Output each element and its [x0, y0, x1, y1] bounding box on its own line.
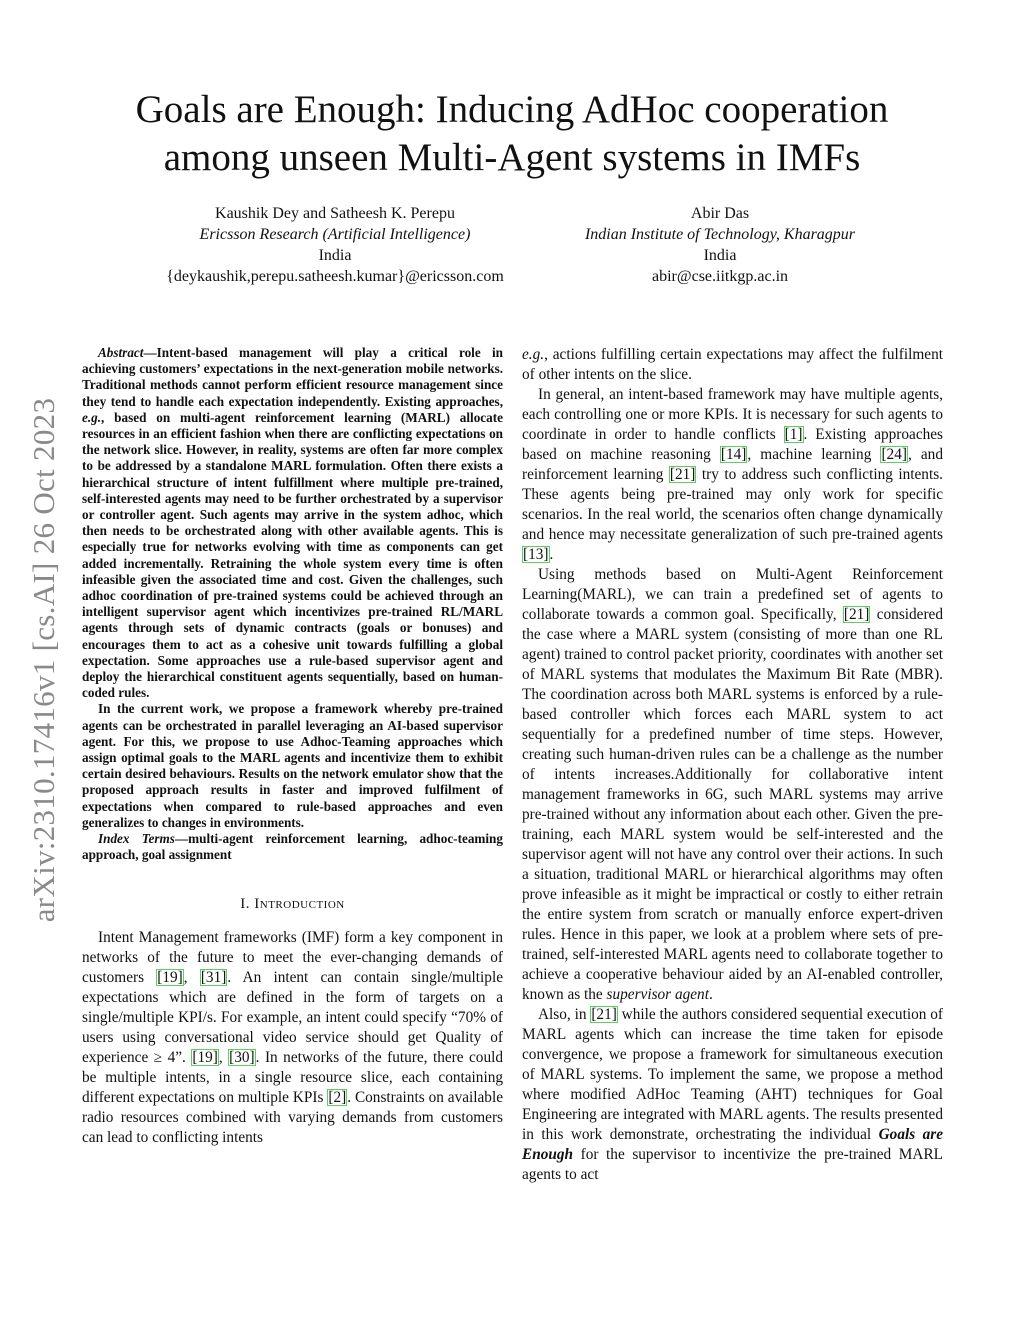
- author-affiliation: Indian Institute of Technology, Kharagpur: [584, 226, 856, 243]
- citation-link[interactable]: [31]: [200, 968, 227, 986]
- abstract-label: Abstract: [98, 345, 144, 360]
- citation-link[interactable]: [2]: [328, 1088, 347, 1106]
- author-country: India: [318, 247, 352, 264]
- author-block-2: [540, 203, 900, 287]
- intro-paragraph-1: Intent Management frameworks (IMF) form a key component in networks of the future to meet the ever-changing demands of customers [19], [31]. An intent can contain single/multiple expectations which are defined in the form of targets on a single/multiple KPI/s. For example, an intent could specify “70% of users using conversational video service should get Quality of experience ≥ 4”. [19], [30]. In networks of the future, there could be multiple intents, in a single resource slice, each containing different expectations on multiple KPIs [2]. Constraints on available radio resources combined with varying demands from customers can lead to conflicting intents: [82, 928, 503, 1146]
- index-terms: Index Terms—multi-agent reinforcement learning, adhoc-teaming approach, goal assignment: [82, 831, 503, 863]
- introduction-left: [82, 894, 503, 1148]
- author-names: Kaushik Dey and Satheesh K. Perepu: [215, 205, 455, 222]
- author-email: abir@cse.iitkgp.ac.in: [651, 268, 789, 285]
- abstract-paragraph-2: In the current work, we propose a framework whereby pre-trained agents can be orchestrated in parallel leveraging an AI-based supervisor agent. For this, we propose to use Adhoc-Teaming approaches which assign optimal goals to the MARL agents and incentivize them to exhibit certain desired behaviours. Results on the network emulator show that the proposed approach results in faster and improved fulfilment of expectations when compared to rule-based approaches and even generalizes to changes in environments.: [82, 701, 503, 830]
- citation-link[interactable]: [1]: [784, 426, 803, 443]
- citation-link[interactable]: [21]: [591, 1006, 617, 1023]
- author-country: India: [703, 247, 737, 264]
- citation-link[interactable]: [19]: [157, 968, 183, 986]
- author-email: {deykaushik,perepu.satheesh.kumar}@ericsson.com: [166, 268, 504, 285]
- citation-link[interactable]: [13]: [523, 546, 549, 563]
- right-column: [522, 345, 943, 1185]
- citation-link[interactable]: [21]: [843, 606, 870, 623]
- citation-link[interactable]: [21]: [669, 466, 696, 483]
- author-names: Abir Das: [690, 205, 750, 222]
- intro-paragraph-3: Using methods based on Multi-Agent Reinforcement Learning(MARL), we can train a predefined set of agents to collaborate towards a common goal. Specifically, [21] considered the case where a MARL system (consisting of more than one RL agent) trained to control packet priority, coordinates with another set of MARL systems that modulates the Maximum Bit Rate (MBR). The coordination across both MARL systems is enforced by a rule-based controller which forces each MARL system to act sequentially for a predefined number of time steps. However, creating such human-driven rules can be a challenge as the number of intents increases.Additionally for collaborative intent management frameworks in 6G, such MARL systems may arrive pre-trained without any information about each other. Given the pre-training, each MARL system would be self-interested and the supervisor agent will not have any control over their actions. In such a situation, traditional MARL or hierarchical algorithms may often prove infeasible as it might be impractical or costly to either retrain the entire system from scratch or manually enforce expert-driven rules. Hence in this paper, we look at a problem where sets of pre-trained, self-interested MARL agents need to collaborate together to achieve a cooperative behaviour aided by an AI-enabled controller, known as the supervisor agent.: [522, 566, 943, 1003]
- citation-link[interactable]: [19]: [192, 1048, 218, 1066]
- intro-paragraph-1-continued: e.g., actions fulfilling certain expectations may affect the fulfilment of other intents on the slice.: [522, 346, 943, 383]
- index-terms-label: Index Terms: [98, 831, 175, 847]
- left-column: [82, 345, 503, 1148]
- intro-paragraph-2: In general, an intent-based framework may have multiple agents, each controlling one or more KPIs. It is necessary for such agents to coordinate in order to handle conflicts [1]. Existing approaches based on machine reasoning [14], machine learning [24], and reinforcement learning [21] try to address such conflicting intents. These agents being pre-trained may only work for specific scenarios. In the real world, the scenarios often change dynamically and hence may necessitate generalization of such pre-trained agents [13].: [522, 386, 943, 563]
- intro-paragraph-4: Also, in [21] while the authors considered sequential execution of MARL agents which can increase the time taken for episode convergence, we propose a framework for simultaneous execution of MARL systems. To implement the same, we propose a method where modified AdHoc Teaming (AHT) techniques for Goal Engineering are integrated with MARL agents. The results presented in this work demonstrate, orchestrating the individual Goals are Enough for the supervisor to incentivize the pre-trained MARL agents to act: [522, 1006, 943, 1183]
- abstract: [82, 345, 503, 864]
- paper-title: Goals are Enough: Inducing AdHoc cooperation among unseen Multi-Agent systems in IMFs: [135, 88, 889, 179]
- author-affiliation: Ericsson Research (Artificial Intelligence): [199, 226, 471, 243]
- citation-link[interactable]: [24]: [881, 446, 907, 463]
- citation-link[interactable]: [14]: [720, 446, 747, 463]
- abstract-paragraph-1: Abstract—Intent-based management will play a critical role in achieving customers’ expectations in the next-generation mobile networks. Traditional methods cannot perform efficient resource management since they tend to handle each expectation independently. Existing approaches, e.g., based on multi-agent reinforcement learning (MARL) allocate resources in an efficient fashion when there are conflicting expectations on the network slice. However, in reality, systems are often far more complex to be addressed by a standalone MARL formulation. Often there exists a hierarchical structure of intent fulfillment where multiple pre-trained, self-interested agents may need to be further orchestrated by a supervisor or controller agent. Such agents may arrive in the system adhoc, which then needs to be orchestrated along with other available agents. This is especially true for networks evolving with time as components can get added incrementally. Retraining the whole system every time is often infeasible given the associated time and cost. Given the challenges, such adhoc coordination of pre-trained systems could be achieved through an intelligent supervisor agent which incentivizes pre-trained RL/MARL agents through sets of dynamic contracts (goals or bonuses) and encourages them to act as a cohesive unit towards fulfilling a global expectation. Some approaches use a rule-based supervisor agent and deploy the hierarchical constituent agents sequentially, based on human-coded rules.: [82, 345, 503, 701]
- author-block-1: [140, 203, 530, 287]
- section-heading: I. Introduction: [240, 895, 345, 912]
- arxiv-identifier: arXiv:2310.17416v1 [cs.AI] 26 Oct 2023: [26, 397, 61, 923]
- citation-link[interactable]: [30]: [229, 1048, 255, 1066]
